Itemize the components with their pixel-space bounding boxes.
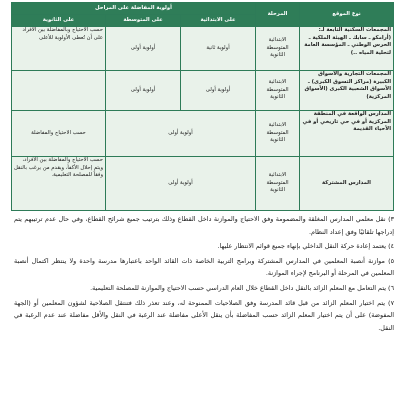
- stage-label: الثانوية: [270, 52, 285, 59]
- header-interstage-3: على الثانوية: [12, 15, 106, 27]
- paragraph-3: ٣) نقل معلمي المدارس المغلقة والمضمومة وفق الاحتياج والموازنة داخل القطاع وذلك بترتيب جميع شرائح القطاع، وفي حال عدم ترتيبهم يتم إدراجها تلقائيًا وفق إعداد النظام.: [14, 215, 394, 236]
- priority-table: [11, 2, 394, 211]
- stage-label: الابتدائية: [268, 37, 287, 44]
- row-type-cell: المدارس الواقعة في المنطقة المركزية أو في حي تاريخي أو في الأحياء القديمة: [300, 111, 394, 157]
- priority-cell: أولوية أولى: [106, 157, 256, 211]
- body-text: [14, 213, 394, 336]
- priority-cell: أولوية أولى: [181, 71, 256, 111]
- header-priority-group: أولوية المفاضلة على المراحل: [12, 3, 256, 15]
- row-type-cell: المجمعات التجارية والأسواق الكبيرة (مراكز التسوق الكبرى) ـ الأسواق الشعبية الكبرى (الأسواق المركزية): [300, 71, 394, 111]
- paragraph-4: ٤) يعتمد إعادة حركة النقل الداخلي بإنهاء جميع قوائم الانتظار عليها.: [217, 242, 394, 251]
- stage-label: الابتدائية: [268, 79, 287, 86]
- stage-label: المتوسطة: [266, 129, 289, 136]
- priority-cell: حسب الاحتياج والمفاضلة بين الأفراد، ويتم إحلال الأكفأ، ويقدم من يرغب بالنقل وفقاً للمصلحة التعليمية.: [12, 157, 106, 211]
- paragraph-7: ٧) يتم اختيار المعلم الزائد من قبل قائد المدرسة وفق الصلاحيات الممنوحة له، وعند تعذر ذلك فتنتقل الصلاحية لشؤون المعلمين أو (الجهة المفوضة) على أن يتم اختيار المعلم الزائد حسب المفاضلة بأن ينقل الأعلى مفاضلة عند الرغبة في النقل والأقل مفاضلة عند عدم الرغبة في النقل.: [14, 298, 394, 332]
- table-row: [12, 27, 394, 71]
- table-row: [12, 157, 394, 211]
- stage-label: الثانوية: [270, 187, 285, 194]
- priority-cell: أولوية أولى: [106, 27, 181, 71]
- stage-label: الثانوية: [270, 137, 285, 144]
- paragraph-6: ٦) يتم التعامل مع المعلم الزائد بالنقل داخل القطاع خلال العام الدراسي حسب الاحتياج والموازنة للمصلحة التعليمية.: [90, 283, 394, 292]
- row-type-cell: المدارس المشتركة: [300, 157, 394, 211]
- stage-label: المتوسطة: [266, 179, 289, 186]
- priority-cell: حسب الاحتياج والمفاضلة: [12, 111, 106, 157]
- priority-cell: [12, 71, 106, 111]
- stage-cell: [256, 157, 300, 211]
- stage-cell: [256, 71, 300, 111]
- table-row: [12, 71, 394, 111]
- header-interstage-1: على الابتدائية: [181, 15, 256, 27]
- header-interstage-2: على المتوسطة: [106, 15, 181, 27]
- stage-cell: [256, 27, 300, 71]
- stage-label: الابتدائية: [268, 172, 287, 179]
- stage-label: المتوسطة: [266, 86, 289, 93]
- stage-label: الابتدائية: [268, 122, 287, 129]
- stage-label: المتوسطة: [266, 44, 289, 51]
- header-stage: المرحلة: [256, 3, 300, 27]
- stage-cell: [256, 111, 300, 157]
- priority-cell: حسب الاحتياج وبالمفاضلة بين الأفراد على أن تُعطى الأولوية للأعلى: [12, 27, 106, 71]
- row-type-cell: المجمعات السكنية التابعة لـ: (أرامكو ـ سابك ـ الهيئة الملكية ـ الحرس الوطني ـ المؤسسة العامة لتحلية المياه ..): [300, 27, 394, 71]
- stage-label: الثانوية: [270, 94, 285, 101]
- priority-cell: أولوية أولى: [106, 111, 256, 157]
- header-type: نوع الموقع: [300, 3, 394, 27]
- priority-cell: أولوية ثانية: [181, 27, 256, 71]
- paragraph-5: ٥) موازنة أنصبة المعلمين في المدارس المشتركة وبرامج التربية الخاصة ذات القائد الواحد باعتبارها مدرسة واحدة ولا ينتظر اكتمال أنصبة المعلمين في المرحلة أو البرنامج لإجراء الموازنة.: [14, 256, 394, 278]
- priority-cell: أولوية أولى: [106, 71, 181, 111]
- table-row: [12, 111, 394, 157]
